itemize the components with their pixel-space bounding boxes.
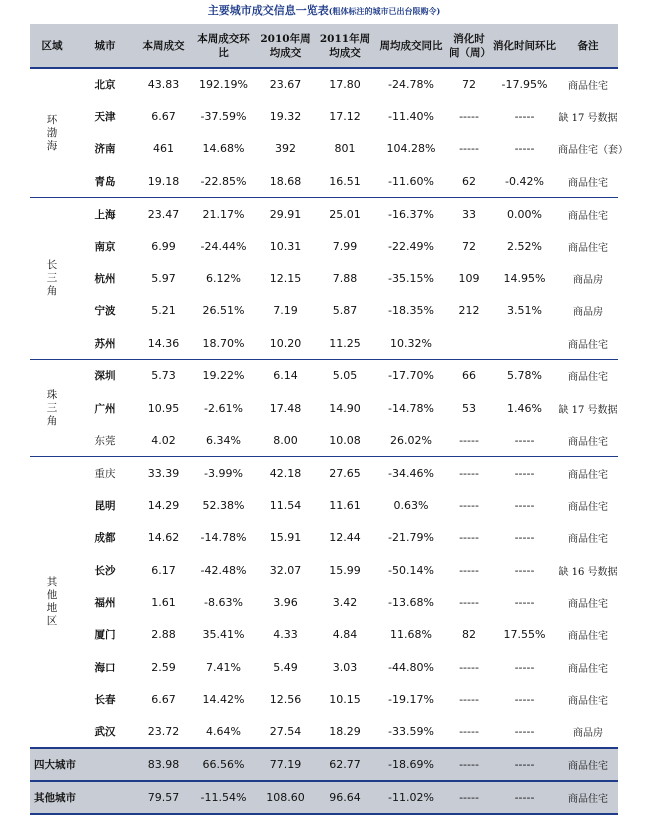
header-city: 城市 [74,24,136,68]
remark-cell: 缺 16 号数据 [558,566,618,578]
summary-yoy-cell: -18.69% [375,748,447,781]
region-cell: 其他地区 [30,457,74,749]
region-cell: 长三角 [30,198,74,360]
remark-cell: 商品房 [573,728,603,739]
digest-chg-cell: 14.95% [503,272,546,286]
avg2011-cell: 15.99 [329,563,361,577]
digest-chg-cell: ----- [491,457,558,489]
wow-cell: -2.61% [204,401,243,415]
table-row [30,424,618,456]
remark-cell: 缺 17 号数据 [558,404,618,416]
digest-chg-cell: ----- [514,142,535,156]
digest-cell: ----- [459,563,479,577]
yoy-cell: -33.59% [388,725,434,738]
region-cell: 珠三角 [30,360,74,457]
wow-cell: 35.41% [202,628,245,642]
summary-row [30,748,618,781]
city-cell: 海口 [94,661,116,674]
city-cell: 天津 [94,111,116,124]
yoy-cell: -24.78% [375,68,447,100]
city-cell: 济南 [94,143,116,156]
yoy-cell: -11.60% [388,174,434,188]
digest-cell: ----- [459,693,479,707]
yoy-cell: 104.28% [386,142,436,156]
yoy-cell: 11.68% [390,628,432,642]
digest-chg-cell: -0.42% [505,174,544,188]
yoy-cell: 10.32% [390,336,432,350]
week-cell: 4.02 [151,433,176,447]
digest-chg-cell: 5.78% [491,360,558,392]
avg2010-cell: 11.54 [269,498,302,512]
wow-cell: 14.68% [202,142,245,156]
week-cell: 2.59 [151,660,176,674]
city-cell: 广州 [94,402,116,415]
digest-cell: ----- [459,110,479,124]
summary-avg2011-cell: 62.77 [315,748,375,781]
wow-cell: -8.63% [204,595,243,609]
summary-digest-chg-cell: ----- [491,748,558,781]
remark-cell: 商品住宅 [568,501,608,513]
summary-wow-cell: 66.56% [191,748,256,781]
remark-cell: 商品房 [573,307,603,319]
avg2011-cell: 11.61 [329,498,361,512]
header-digest: 消化时间（周） [447,24,491,68]
digest-chg-cell: ----- [514,433,535,447]
wow-cell: 18.70% [202,336,245,350]
table-row [30,100,618,132]
week-cell: 461 [153,142,174,156]
digest-cell: ----- [459,595,479,609]
digest-cell: 53 [462,401,476,415]
digest-chg-cell: ----- [514,693,535,707]
remark-cell: 商品住宅 [568,631,608,643]
city-cell: 重庆 [74,457,136,489]
yoy-cell: -18.35% [388,304,434,318]
digest-chg-cell: ----- [514,595,535,609]
yoy-cell: 26.02% [390,433,432,447]
avg2011-cell: 801 [334,142,356,156]
wow-cell: 14.42% [202,693,245,707]
header-avg2011: 2011年周均成交 [315,24,375,68]
wow-cell: 52.38% [202,498,245,512]
yoy-cell: -35.15% [388,272,434,286]
header-wow: 本周成交环比 [191,24,256,68]
digest-chg-cell: 0.00% [491,198,558,230]
digest-cell: ----- [459,433,479,447]
avg2010-cell: 23.67 [256,68,315,100]
table-row [30,198,618,230]
city-cell: 福州 [94,596,116,609]
avg2011-cell: 16.51 [329,174,361,188]
summary-wow-cell: -11.54% [191,781,256,814]
table-row [30,295,618,327]
avg2010-cell: 42.18 [256,457,315,489]
yoy-cell: -50.14% [388,563,434,577]
table-title-note: (粗体标注的城市已出台限购令) [328,6,441,16]
remark-cell: 商品住宅 [568,534,608,546]
avg2010-cell: 12.56 [269,693,302,707]
week-cell: 23.72 [147,725,180,738]
avg2010-cell: 392 [275,142,296,156]
yoy-cell: -44.80% [388,660,434,674]
wow-cell: -14.78% [200,531,247,545]
avg2010-cell: 17.48 [269,401,302,415]
remark-cell: 商品房 [573,275,603,287]
city-cell: 武汉 [94,726,116,738]
table-body [30,68,628,814]
header-region: 区域 [30,24,74,68]
summary-label: 四大城市 [30,748,136,781]
summary-row [30,781,618,814]
remark-cell: 商品住宅 [558,360,618,392]
city-cell: 长春 [94,694,116,707]
avg2011-cell: 4.84 [332,628,358,642]
avg2010-cell: 29.91 [256,198,315,230]
digest-cell: 212 [458,304,480,318]
wow-cell: 21.17% [191,198,256,230]
table-row [30,457,618,489]
avg2010-cell: 19.32 [269,110,302,124]
header-week: 本周成交 [136,24,191,68]
table-row [30,230,618,262]
table-row [30,489,618,521]
digest-chg-cell: ----- [514,110,535,124]
yoy-cell: -13.68% [388,595,434,609]
digest-chg-cell: -17.95% [491,68,558,100]
week-cell: 14.62 [147,531,180,545]
table-row [30,262,618,294]
week-cell: 6.67 [151,693,176,707]
wow-cell: 7.41% [206,660,241,674]
city-cell: 南京 [94,240,116,253]
table-row [30,554,618,586]
week-cell: 2.88 [151,628,176,642]
avg2010-cell: 27.54 [269,725,302,738]
city-cell: 成都 [94,532,116,545]
summary-week-cell: 83.98 [136,748,191,781]
week-cell: 23.47 [136,198,191,230]
week-cell: 5.21 [151,304,176,318]
summary-remark-cell: 商品住宅 [558,748,618,781]
yoy-cell: -11.40% [388,110,434,124]
week-cell: 6.67 [151,110,176,124]
summary-remark-cell: 商品住宅 [558,781,618,814]
avg2011-cell: 7.88 [332,272,358,286]
avg2010-cell: 4.33 [273,628,298,642]
city-cell: 苏州 [94,337,116,350]
yoy-cell: -17.70% [375,360,447,392]
avg2010-cell: 32.07 [269,563,302,577]
table-row [30,165,618,197]
table-title [0,2,648,22]
avg2011-cell: 7.99 [332,239,358,253]
remark-cell: 商品住宅 [558,198,618,230]
avg2011-cell: 5.87 [332,304,358,318]
digest-cell [447,327,491,359]
summary-digest-chg-cell: ----- [491,781,558,814]
city-cell: 上海 [74,198,136,230]
avg2011-cell: 12.44 [329,531,361,545]
wow-cell: 19.22% [191,360,256,392]
avg2010-cell: 5.49 [273,660,298,674]
header-remark: 备注 [558,24,618,68]
digest-chg-cell: 3.51% [507,304,542,318]
city-cell: 东莞 [94,434,116,447]
wow-cell: 192.19% [191,68,256,100]
digest-cell: ----- [459,531,479,545]
remark-cell: 缺 17 号数据 [558,113,618,125]
table-row [30,521,618,553]
yoy-cell: 0.63% [393,498,429,512]
digest-cell: ----- [459,660,479,674]
yoy-cell: -21.79% [388,531,434,545]
avg2010-cell: 6.14 [256,360,315,392]
table-row [30,716,618,748]
digest-chg-cell: ----- [514,563,535,577]
avg2010-cell: 12.15 [269,272,302,286]
header-digest-chg: 消化时间环比 [491,24,558,68]
avg2010-cell: 8.00 [273,433,298,447]
avg2010-cell: 10.31 [269,239,302,253]
remark-cell: 商品住宅 [568,177,608,189]
summary-label: 其他城市 [30,781,136,814]
wow-cell: -37.59% [200,110,247,124]
digest-cell: ----- [459,142,479,156]
yoy-cell: -34.46% [375,457,447,489]
wow-cell: 6.34% [206,433,241,447]
week-cell: 33.39 [136,457,191,489]
wow-cell: 26.51% [202,304,245,318]
digest-chg-cell: ----- [514,725,535,738]
week-cell: 1.61 [151,595,176,609]
summary-yoy-cell: -11.02% [375,781,447,814]
summary-digest-cell: ----- [447,781,491,814]
remark-cell: 商品住宅 [568,663,608,675]
summary-avg2010-cell: 77.19 [256,748,315,781]
avg2011-cell: 3.03 [332,660,358,674]
avg2011-cell: 25.01 [315,198,375,230]
avg2011-cell: 10.08 [329,433,361,447]
table-row [30,68,618,100]
remark-cell: 商品住宅 [558,68,618,100]
city-cell: 厦门 [94,629,116,642]
digest-chg-cell: 17.55% [503,628,546,642]
digest-cell: ----- [447,457,491,489]
remark-cell: 商品住宅 [568,696,608,708]
remark-cell: 商品住宅 [568,436,608,448]
remark-cell: 商品住宅（套） [558,145,628,157]
city-cell: 青岛 [94,175,116,188]
digest-cell: 62 [462,174,476,188]
week-cell: 14.29 [147,498,180,512]
wow-cell: -3.99% [191,457,256,489]
table-row [30,327,618,359]
table-row [30,619,618,651]
city-cell: 昆明 [94,499,116,512]
week-cell: 19.18 [147,174,180,188]
summary-avg2010-cell: 108.60 [256,781,315,814]
remark-cell: 商品住宅 [568,242,608,254]
yoy-cell: -19.17% [388,693,434,707]
digest-cell: ----- [459,725,479,738]
digest-chg-cell: ----- [514,531,535,545]
avg2010-cell: 10.20 [269,336,302,350]
digest-chg-cell [491,327,558,359]
table-title-text: 主要城市成交信息一览表 [207,4,329,17]
digest-cell: 82 [462,628,476,642]
city-cell: 宁波 [94,305,116,318]
summary-digest-cell: ----- [447,748,491,781]
remark-cell: 商品住宅 [558,457,618,489]
week-cell: 6.99 [151,239,176,253]
avg2010-cell: 18.68 [269,174,302,188]
digest-cell: 109 [458,272,480,286]
week-cell: 5.97 [151,272,176,286]
yoy-cell: -16.37% [375,198,447,230]
region-cell: 环渤海 [30,68,74,198]
remark-cell: 商品住宅 [568,598,608,610]
header-row [30,24,618,68]
avg2011-cell: 18.29 [329,725,361,738]
wow-cell: -42.48% [200,563,247,577]
week-cell: 10.95 [147,401,180,415]
avg2011-cell: 14.90 [329,401,361,415]
table-row [30,360,618,392]
wow-cell: 6.12% [206,272,241,286]
table-row [30,586,618,618]
city-cell: 长沙 [94,564,116,577]
city-cell: 北京 [74,68,136,100]
digest-chg-cell: ----- [514,498,535,512]
city-cell: 深圳 [74,360,136,392]
yoy-cell: -14.78% [388,401,434,415]
digest-chg-cell: 2.52% [507,239,542,253]
header-avg2010: 2010年周均成交 [256,24,315,68]
yoy-cell: -22.49% [388,239,434,253]
digest-chg-cell: ----- [514,660,535,674]
wow-cell: 4.64% [206,725,241,738]
avg2011-cell: 11.25 [329,336,361,350]
avg2010-cell: 15.91 [269,531,302,545]
digest-cell: 72 [462,239,476,253]
wow-cell: -24.44% [200,239,247,253]
digest-cell: 33 [447,198,491,230]
avg2011-cell: 5.05 [315,360,375,392]
summary-avg2011-cell: 96.64 [315,781,375,814]
avg2011-cell: 17.80 [315,68,375,100]
digest-cell: 72 [447,68,491,100]
avg2011-cell: 17.12 [329,110,361,124]
avg2011-cell: 10.15 [329,693,361,707]
remark-cell: 商品住宅 [568,339,608,351]
avg2011-cell: 27.65 [315,457,375,489]
avg2010-cell: 7.19 [273,304,298,318]
week-cell: 14.36 [147,336,180,350]
avg2011-cell: 3.42 [332,595,358,609]
table-row [30,683,618,715]
table-row [30,133,618,165]
digest-cell: ----- [459,498,479,512]
week-cell: 5.73 [136,360,191,392]
week-cell: 6.17 [151,563,176,577]
table-row [30,651,618,683]
wow-cell: -22.85% [200,174,247,188]
city-transactions-table [30,24,628,815]
header-yoy: 周均成交同比 [375,24,447,68]
city-cell: 杭州 [94,273,116,286]
digest-cell: 66 [447,360,491,392]
summary-week-cell: 79.57 [136,781,191,814]
week-cell: 43.83 [136,68,191,100]
avg2010-cell: 3.96 [273,595,298,609]
digest-chg-cell: 1.46% [507,401,542,415]
table-row [30,392,618,424]
